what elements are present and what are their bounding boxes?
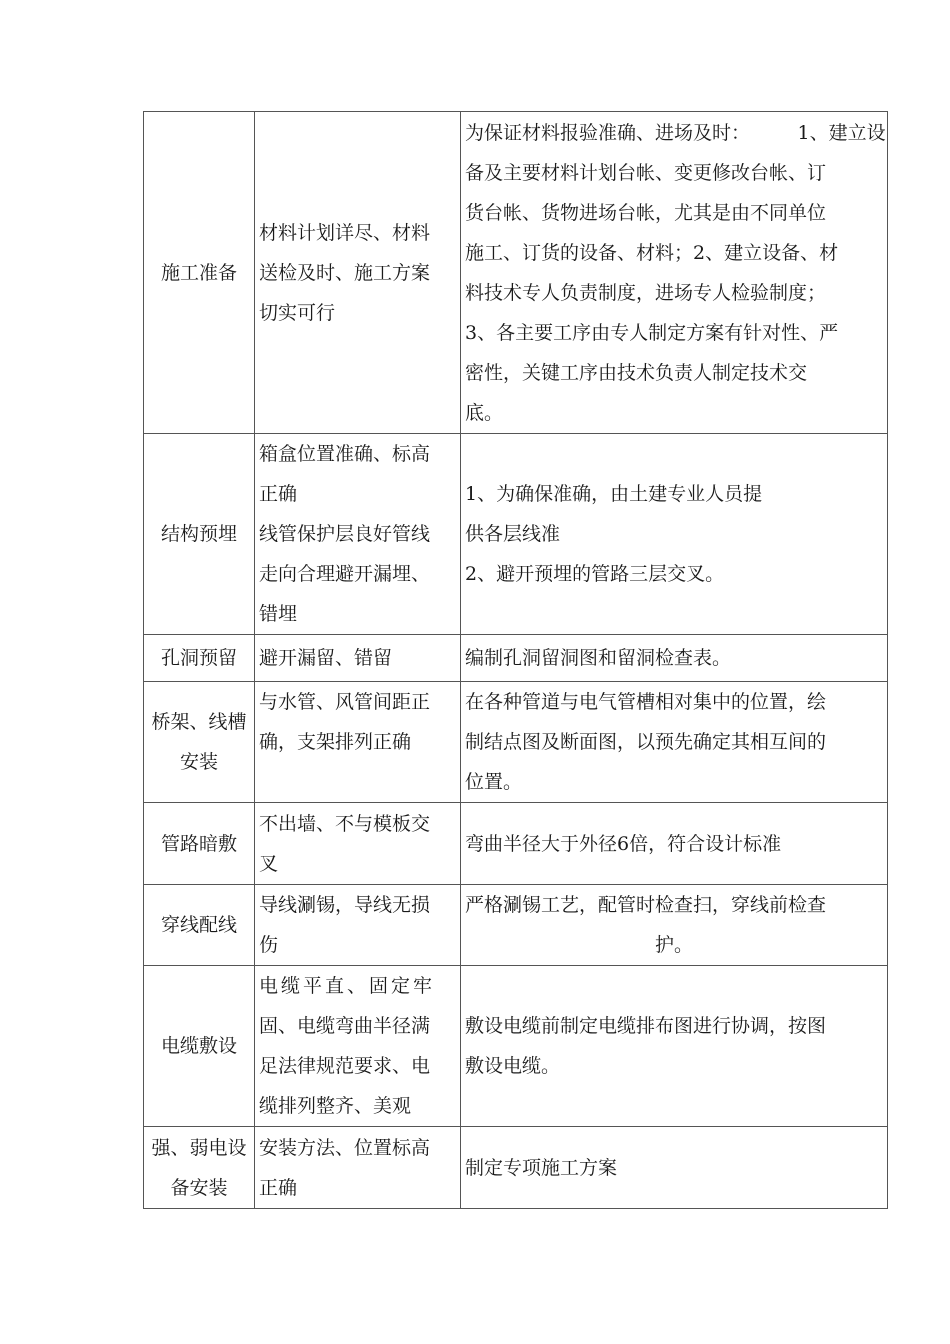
requirement-cell bbox=[255, 112, 461, 434]
item-line: 桥架、线槽 bbox=[151, 711, 247, 733]
item-line: 安装 bbox=[179, 751, 218, 773]
requirement-line: 伤 bbox=[259, 934, 279, 956]
measures-line: 制结点图及断面图，以预先确定其相互间的 bbox=[465, 731, 827, 753]
table-row bbox=[144, 966, 888, 1127]
measures-line: 供各层线准 bbox=[465, 523, 561, 545]
table-row bbox=[144, 682, 888, 803]
measures-cell bbox=[461, 803, 888, 885]
table-row bbox=[144, 885, 888, 966]
requirement-line: 不出墙、不与模板交 bbox=[259, 812, 431, 835]
item-line: 施工准备 bbox=[160, 261, 237, 284]
requirement-line: 导线涮锡，导线无损 bbox=[259, 894, 431, 916]
measures-cell bbox=[461, 966, 888, 1127]
measures-line: 料技术专人负责制度，进场专人检验制度； bbox=[465, 281, 827, 304]
measures-line: 制定专项施工方案 bbox=[465, 1156, 618, 1179]
requirement-line: 线管保护层良好管线 bbox=[259, 523, 431, 545]
item-line: 孔洞预留 bbox=[160, 647, 237, 669]
table-row bbox=[144, 1127, 888, 1209]
requirement-cell bbox=[255, 885, 461, 966]
requirement-line: 叉 bbox=[259, 852, 279, 875]
item-cell bbox=[144, 1127, 255, 1209]
measures-line: 护。 bbox=[654, 934, 693, 956]
measures-line: 位置。 bbox=[465, 771, 523, 793]
item-line: 备安装 bbox=[170, 1176, 228, 1199]
requirement-line: 箱盒位置准确、标高 bbox=[259, 443, 431, 465]
measures-cell bbox=[461, 1127, 888, 1209]
item-cell bbox=[144, 635, 255, 682]
measures-line: 货台帐、货物进场台帐，尤其是由不同单位 bbox=[465, 201, 827, 224]
measures-line: 编制孔洞留洞图和留洞检查表。 bbox=[465, 647, 732, 669]
table-row bbox=[144, 434, 888, 635]
measures-line: 在各种管道与电气管槽相对集中的位置，绘 bbox=[465, 691, 827, 713]
requirement-line: 电缆平直、固定牢 bbox=[259, 975, 436, 997]
requirement-line: 避开漏留、错留 bbox=[259, 647, 393, 669]
requirement-cell bbox=[255, 1127, 461, 1209]
requirement-cell bbox=[255, 966, 461, 1127]
measures-line: 弯曲半径大于外径6倍，符合设计标准 bbox=[465, 832, 782, 855]
measures-line: 1、为确保准确，由土建专业人员提 bbox=[465, 483, 763, 505]
measures-line: 严格涮锡工艺，配管时检查扫，穿线前检查 bbox=[465, 894, 827, 916]
measures-line: 为保证材料报验准确、进场及时： 1、建立设 bbox=[465, 121, 886, 144]
requirement-line: 错埋 bbox=[259, 603, 298, 625]
requirement-line: 缆排列整齐、美观 bbox=[259, 1095, 412, 1117]
requirement-line: 与水管、风管间距正 bbox=[259, 691, 431, 713]
item-line: 管路暗敷 bbox=[160, 832, 237, 855]
requirement-line: 正确 bbox=[259, 483, 298, 505]
measures-cell bbox=[461, 635, 888, 682]
quality-control-table bbox=[143, 111, 888, 1209]
measures-line: 2、避开预埋的管路三层交叉。 bbox=[465, 563, 725, 585]
measures-line: 备及主要材料计划台帐、变更修改台帐、订 bbox=[465, 161, 827, 184]
requirement-cell bbox=[255, 682, 461, 803]
item-line: 穿线配线 bbox=[160, 914, 237, 936]
measures-cell bbox=[461, 434, 888, 635]
requirement-line: 安装方法、位置标高 bbox=[259, 1136, 431, 1159]
requirement-cell bbox=[255, 803, 461, 885]
requirement-line: 走向合理避开漏埋、 bbox=[259, 563, 431, 585]
requirement-line: 材料计划详尽、材料 bbox=[259, 221, 431, 244]
measures-line: 密性，关键工序由技术负责人制定技术交 bbox=[465, 361, 808, 384]
table-row bbox=[144, 803, 888, 885]
measures-cell bbox=[461, 112, 888, 434]
item-cell bbox=[144, 434, 255, 635]
requirement-line: 正确 bbox=[259, 1176, 298, 1199]
requirement-line: 确，支架排列正确 bbox=[259, 731, 412, 753]
measures-line: 施工、订货的设备、材料；2、建立设备、材 bbox=[465, 241, 839, 264]
item-cell bbox=[144, 803, 255, 885]
table-row bbox=[144, 112, 888, 434]
requirement-line: 送检及时、施工方案 bbox=[259, 261, 431, 284]
requirement-cell bbox=[255, 635, 461, 682]
requirement-cell bbox=[255, 434, 461, 635]
measures-line: 3、各主要工序由专人制定方案有针对性、严 bbox=[465, 321, 839, 344]
table-row bbox=[144, 635, 888, 682]
item-line: 电缆敷设 bbox=[160, 1035, 237, 1057]
item-cell bbox=[144, 966, 255, 1127]
measures-cell bbox=[461, 885, 888, 966]
item-line: 强、弱电设 bbox=[151, 1136, 247, 1159]
measures-line: 底。 bbox=[465, 401, 504, 424]
item-line: 结构预埋 bbox=[160, 523, 237, 545]
measures-line: 敷设电缆。 bbox=[465, 1055, 561, 1077]
requirement-line: 固、电缆弯曲半径满 bbox=[259, 1015, 431, 1037]
item-cell bbox=[144, 112, 255, 434]
requirement-line: 切实可行 bbox=[259, 301, 336, 324]
item-cell bbox=[144, 682, 255, 803]
measures-cell bbox=[461, 682, 888, 803]
requirement-line: 足法律规范要求、电 bbox=[259, 1055, 431, 1077]
measures-line: 敷设电缆前制定电缆排布图进行协调，按图 bbox=[465, 1015, 827, 1037]
item-cell bbox=[144, 885, 255, 966]
